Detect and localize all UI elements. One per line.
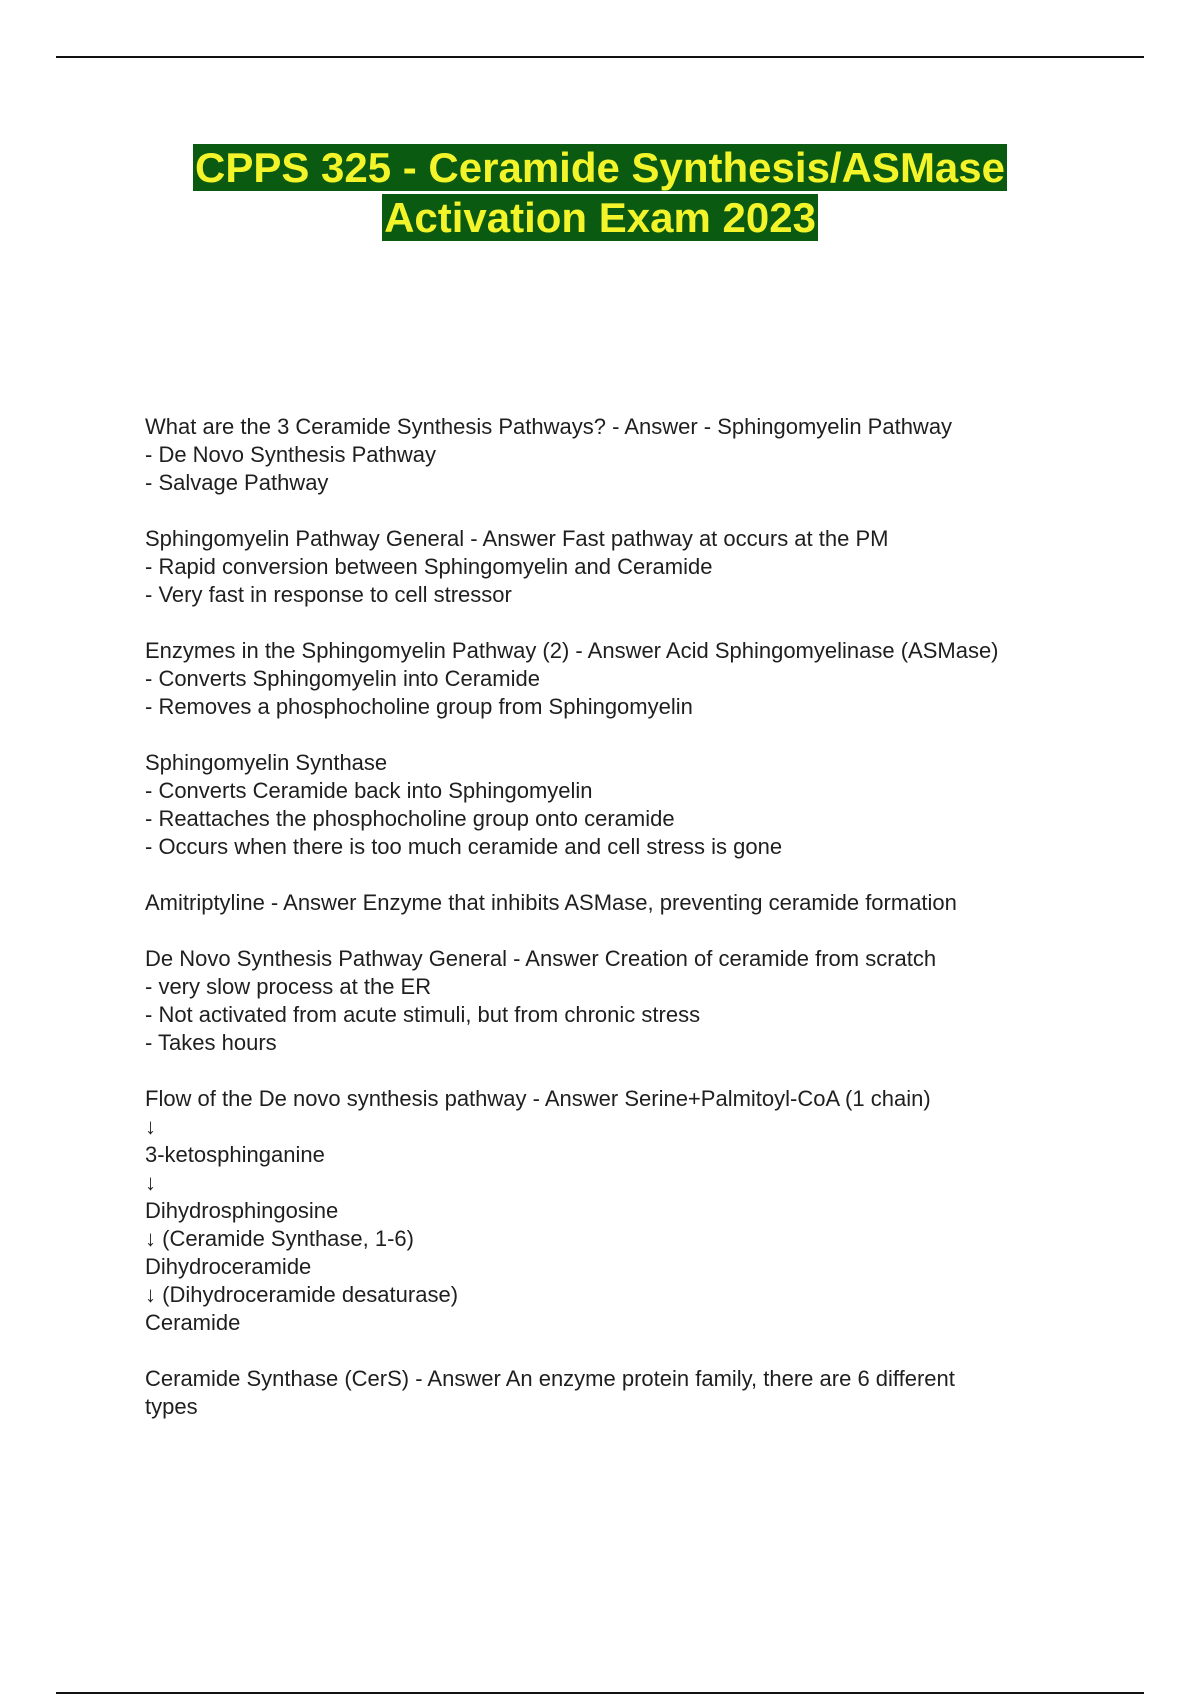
flow-arrow-label: ↓ (Ceramide Synthase, 1-6) [145,1226,414,1251]
answer-line: - Very fast in response to cell stressor [145,582,512,607]
document-title [0,143,1200,243]
title-line-2-text: Activation Exam 2023 [384,194,816,241]
answer-line: - Converts Ceramide back into Sphingomyelin [145,778,593,803]
qa-block-sphingomyelin-general [145,525,1105,609]
heading-line: Sphingomyelin Synthase [145,750,388,775]
flow-step: Dihydroceramide [145,1254,312,1279]
answer-line: - Occurs when there is too much ceramide and cell stress is gone [145,834,783,859]
title-line-1 [0,143,1200,193]
answer-line: - Takes hours [145,1030,277,1055]
bottom-rule [56,1692,1144,1694]
qa-block-de-novo-general [145,945,1105,1057]
qa-block-ceramide-synthase [145,1365,1105,1421]
qa-block-de-novo-flow [145,1085,1105,1337]
answer-line: - Not activated from acute stimuli, but from chronic stress [145,1002,701,1027]
title-line-2 [0,193,1200,243]
down-arrow-icon: ↓ [145,1114,156,1139]
title-line-1-text: CPPS 325 - Ceramide Synthesis/ASMase [194,144,1006,191]
answer-line: - Reattaches the phosphocholine group onto ceramide [145,806,675,831]
question-line: Amitriptyline - Answer Enzyme that inhibits ASMase, preventing ceramide formation [145,890,957,915]
answer-line: - Salvage Pathway [145,470,329,495]
qa-block-enzymes [145,637,1105,721]
answer-line: - very slow process at the ER [145,974,432,999]
flow-step: 3-ketosphinganine [145,1142,325,1167]
qa-block-sphingomyelin-synthase [145,749,1105,861]
qa-block-amitriptyline [145,889,1105,917]
question-line: Sphingomyelin Pathway General - Answer Fast pathway at occurs at the PM [145,526,889,551]
flow-step: Dihydrosphingosine [145,1198,339,1223]
flow-step: Ceramide [145,1310,241,1335]
question-line: Flow of the De novo synthesis pathway - Answer Serine+Palmitoyl-CoA (1 chain) [145,1086,931,1111]
answer-line: - Rapid conversion between Sphingomyelin and Ceramide [145,554,713,579]
answer-line: types [145,1394,198,1419]
flow-arrow-label: ↓ (Dihydroceramide desaturase) [145,1282,459,1307]
question-line: Ceramide Synthase (CerS) - Answer An enzyme protein family, there are 6 different [145,1366,955,1391]
answer-line: - Removes a phosphocholine group from Sphingomyelin [145,694,693,719]
question-line: What are the 3 Ceramide Synthesis Pathways? - Answer - Sphingomyelin Pathway [145,414,953,439]
qa-content [145,413,1105,1449]
answer-line: - Converts Sphingomyelin into Ceramide [145,666,540,691]
question-line: De Novo Synthesis Pathway General - Answer Creation of ceramide from scratch [145,946,937,971]
down-arrow-icon: ↓ [145,1170,156,1195]
top-rule [56,56,1144,58]
answer-line: - De Novo Synthesis Pathway [145,442,437,467]
question-line: Enzymes in the Sphingomyelin Pathway (2) - Answer Acid Sphingomyelinase (ASMase) [145,638,999,663]
qa-block-pathways [145,413,1105,497]
